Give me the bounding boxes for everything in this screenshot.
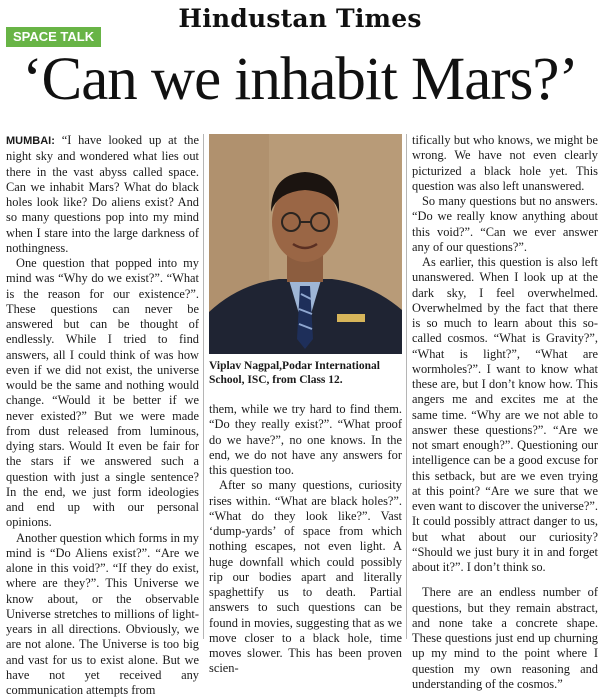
article-paragraph: There are an endless number of questions, but they remain abstract, and none take a concrete shape. These questions just end up churning up my mind to the point where I question my own reasoning and understanding of the cosmos.” [412,585,598,692]
article-paragraph: One question that popped into my mind was “Why do we exist?”. “What is the reason for our existence?”. These questions can never be answered but can be thought of endlessly. While I tried to find answers, all I could think of was how even if we did not exist, the universe would be the same and nothing would change. “Would it be better if we never existed?” But we were made from dust released from luminous, dying stars. Would It even be fair for the stars if we answered such a question with just a single sentence? In the end, we just form ideologies and end up with our personal opinions. [6,256,199,531]
article-paragraph: them, while we try hard to find them. “Do they really exist?”. “What proof do we have?”, no one knows. In the end, we do not have any answers for this question too. [209,402,402,478]
dateline: MUMBAI: [6,135,55,147]
photo-caption: Viplav Nagpal,Podar International School, ISC, from Class 12. [209,359,402,387]
column-divider [406,134,407,639]
article-paragraph: As earlier, this question is also left unanswered. When I look up at the dark sky, I feel overwhelmed. Overwhelmed by the fact that there is so much to learn about this so-called cosmos. “What is Gravity?”, “What is light?”, “What are wormholes?”. I want to know what these are, but I don’t know how. This angers me and excites me at the same time. “Why are we not able to answer these questions?”. “Are we not smart enough?”. Questioning our intelligence can be a good excuse for this setback, but are we even trying at this point? “Are we sure that we even want to discover the universe?”. It could possibly attract danger to us, but what about our curiosity? “Should we just bury it in and forget about it?”. I don’t think so. [412,255,598,575]
article-paragraph: Another question which forms in my mind is “Do Aliens exist?”. “Are we alone in this void?”. “If they do exist, where are they?”. This Universe we know about, or the observable Universe stretches to millions of light-years in all directions. Obviously, we are not alone. The Universe is too big and vast for us to exist alone. But we have not yet received any communication attempts from [6,531,199,698]
section-tag: SPACE TALK [6,27,101,47]
student-portrait-icon [209,134,402,354]
article-paragraph: MUMBAI: “I have looked up at the night sky and wondered what lies out there in the vast abyss called space. Can we inhabit Mars? What do black holes look like? Do aliens exist? And so many questions pop into my mind when I stare into the large darkness of nothingness. [6,133,199,256]
article-paragraph: After so many questions, curiosity rises within. “What are black holes?”. “What do they look like?”. Vast ‘dump-yards’ of space from which nothing escapes, not even light. A huge downfall which could possibly rip our bodies apart and literally spaghettify us to death. Partial answers to such questions can be found in movies, suggesting that as we move closer to a black hole, time moves slower. This has been proven scien- [209,478,402,676]
column-divider [203,134,204,639]
article-column-3 [412,133,598,692]
article-paragraph: So many questions but no answers. “Do we really know anything about this void?”. “Can we ever answer any of our questions?”. [412,194,598,255]
article-column-1 [6,133,199,698]
article-paragraph: tifically but who knows, we might be wrong. We have not even clearly picturized a black hole yet. This question was also left unanswered. [412,133,598,194]
masthead-logo: Hindustan Times [0,4,600,33]
headline: ‘Can we inhabit Mars?’ [0,44,600,116]
article-column-2 [209,402,402,677]
